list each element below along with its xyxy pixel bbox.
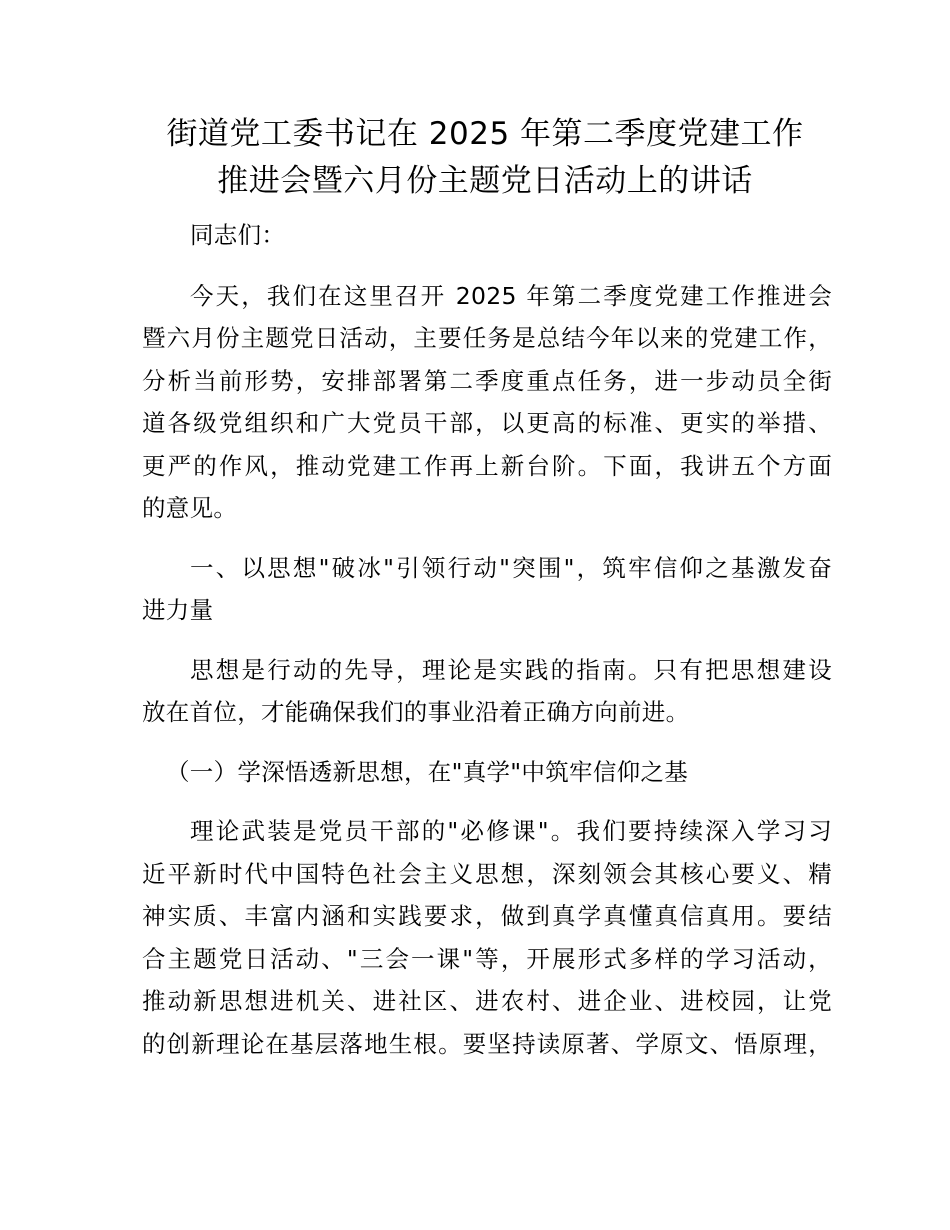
paragraph-line: 推动新思想进机关、进社区、进农村、进企业、进校园，让党 [142, 987, 832, 1015]
paragraph-line: 更严的作风，推动党建工作再上新台阶。下面，我讲五个方面 [142, 451, 832, 480]
greeting: 同志们： [190, 221, 286, 249]
paragraph-line: 分析当前形势，安排部署第二季度重点任务，进一步动员全街 [142, 366, 832, 395]
section-heading-1 [142, 547, 832, 632]
paragraph-line: 近平新时代中国特色社会主义思想，深刻领会其核心要义、精 [142, 859, 832, 888]
heading-line: 进力量 [142, 596, 214, 624]
paragraph-line: 合主题党日活动、"三会一课"等，开展形式多样的学习活动， [142, 944, 832, 973]
paragraph-line: 道各级党组织和广大党员干部，以更高的标准、更实的举措、 [142, 409, 832, 437]
paragraph-theory [142, 810, 832, 1065]
paragraph-line: 暨六月份主题党日活动，主要任务是总结今年以来的党建工作， [142, 324, 832, 352]
paragraph-line: 思想是行动的先导，理论是实践的指南。只有把思想建设 [190, 655, 832, 684]
heading-line: 一、以思想"破冰"引领行动"突围"，筑牢信仰之基激发奋 [190, 553, 832, 582]
document-title-line-2: 推进会暨六月份主题党日活动上的讲话 [217, 163, 753, 199]
paragraph-line: 理论武装是党员干部的"必修课"。我们要持续深入学习习 [190, 817, 832, 845]
document-title-line-1: 街道党工委书记在 2025 年第二季度党建工作 [166, 116, 804, 152]
paragraph-line: 今天，我们在这里召开 2025 年第二季度党建工作推进会 [190, 281, 832, 310]
paragraph-line: 放在首位，才能确保我们的事业沿着正确方向前进。 [142, 698, 690, 726]
paragraph-line: 神实质、丰富内涵和实践要求，做到真学真懂真信真用。要结 [142, 902, 832, 930]
paragraph-thought [142, 649, 832, 734]
heading-line: （一）学深悟透新思想，在"真学"中筑牢信仰之基 [166, 757, 689, 786]
subsection-heading-1 [142, 751, 832, 794]
paragraph-line: 的创新理论在基层落地生根。要坚持读原著、学原文、悟原理， [142, 1029, 832, 1058]
paragraph-intro [142, 275, 832, 530]
document-body [142, 214, 832, 1082]
paragraph-line: 的意见。 [142, 494, 238, 522]
